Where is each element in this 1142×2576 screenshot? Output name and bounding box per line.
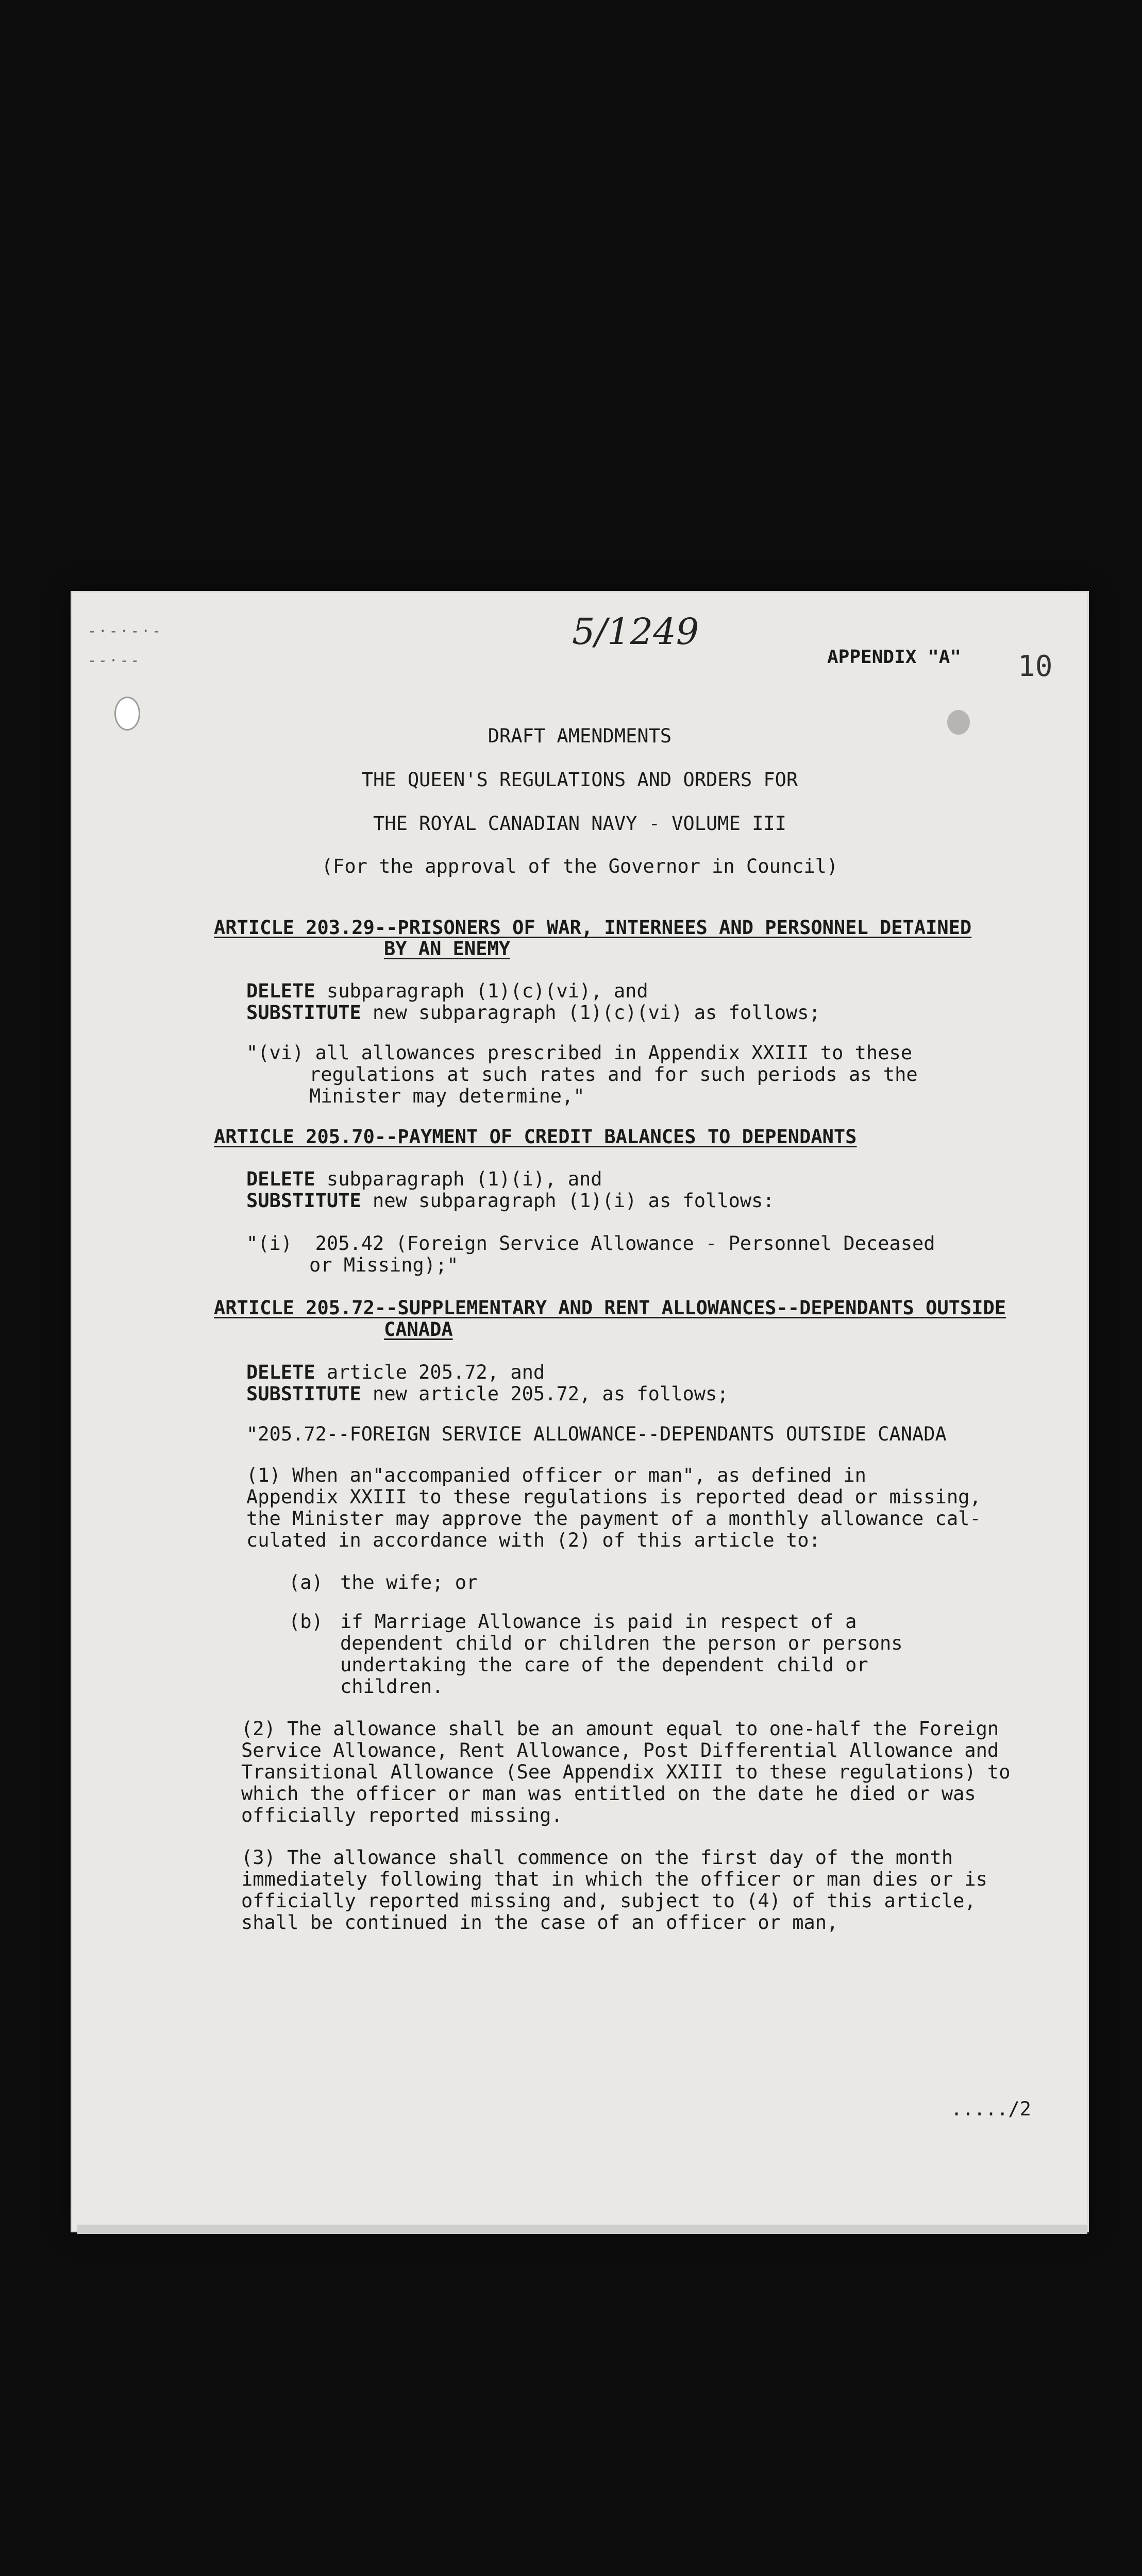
list-item-text: if Marriage Allowance is paid in respect of a	[340, 1611, 857, 1633]
substitute-keyword: SUBSTITUTE	[246, 1383, 361, 1405]
article-heading: ARTICLE 205.70--PAYMENT OF CREDIT BALANCES TO DEPENDANTS	[214, 1126, 857, 1148]
paragraph-line: which the officer or man was entitled on the date he died or was	[241, 1783, 976, 1805]
paragraph-line: (3) The allowance shall commence on the first day of the month	[241, 1846, 953, 1869]
document-page	[72, 592, 1087, 2231]
title-line: THE ROYAL CANADIAN NAVY - VOLUME III	[373, 812, 786, 835]
paragraph-line: Transitional Allowance (See Appendix XXIII to these regulations) to	[241, 1761, 1011, 1783]
list-item-text: children.	[340, 1675, 444, 1698]
quoted-text: "(i) 205.42 (Foreign Service Allowance - Personnel Deceased	[246, 1232, 935, 1255]
quoted-text: or Missing);"	[309, 1254, 459, 1276]
delete-keyword: DELETE	[246, 980, 315, 1002]
substitute-keyword: SUBSTITUTE	[246, 1190, 361, 1212]
article-heading: BY AN ENEMY	[384, 938, 511, 960]
instruction-text: new article 205.72, as follows;	[361, 1383, 729, 1405]
substitute-keyword: SUBSTITUTE	[246, 1002, 361, 1024]
list-label: (a)	[289, 1571, 323, 1594]
instruction-line	[246, 1001, 820, 1025]
list-label: (b)	[289, 1611, 323, 1633]
title-line: DRAFT AMENDMENTS	[488, 725, 672, 747]
instruction-line	[246, 1360, 545, 1385]
paragraph-line: (2) The allowance shall be an amount equal to one-half the Foreign	[241, 1718, 999, 1740]
appendix-label: APPENDIX "A"	[827, 647, 962, 668]
paragraph-line: the Minister may approve the payment of a monthly allowance cal-	[246, 1507, 981, 1530]
margin-mark: -·-·-·-	[88, 622, 163, 639]
instruction-text: subparagraph (1)(c)(vi), and	[315, 980, 648, 1002]
article-heading: ARTICLE 205.72--SUPPLEMENTARY AND RENT ALLOWANCES--DEPENDANTS OUTSIDE	[214, 1297, 1006, 1319]
paragraph-line: officially reported missing.	[241, 1804, 563, 1826]
quoted-text: regulations at such rates and for such periods as the	[309, 1063, 918, 1086]
new-article-heading: "205.72--FOREIGN SERVICE ALLOWANCE--DEPENDANTS OUTSIDE CANADA	[246, 1423, 947, 1445]
title-subtitle: (For the approval of the Governor in Council)	[321, 855, 838, 877]
delete-keyword: DELETE	[246, 1168, 315, 1190]
paragraph-line: immediately following that in which the officer or man dies or is	[241, 1868, 987, 1890]
paragraph-line: officially reported missing and, subject to (4) of this article,	[241, 1890, 976, 1912]
continuation-marker: ...../2	[951, 2098, 1031, 2120]
delete-keyword: DELETE	[246, 1361, 315, 1383]
instruction-text: subparagraph (1)(i), and	[315, 1168, 602, 1190]
handwritten-reference: 5/1249	[572, 611, 699, 653]
paragraph-line: Service Allowance, Rent Allowance, Post Differential Allowance and	[241, 1739, 999, 1761]
page-edge	[77, 2225, 1087, 2234]
margin-mark: --·--	[88, 652, 142, 669]
page-number: 10	[1018, 650, 1053, 683]
list-item-text: the wife; or	[340, 1571, 478, 1594]
instruction-line	[246, 1189, 775, 1213]
title-line: THE QUEEN'S REGULATIONS AND ORDERS FOR	[361, 769, 798, 791]
list-item-text: dependent child or children the person or persons	[340, 1632, 903, 1654]
instruction-line	[246, 1382, 729, 1406]
instruction-line	[246, 1167, 602, 1192]
paragraph-line: culated in accordance with (2) of this article to:	[246, 1529, 820, 1551]
paragraph-line: Appendix XXIII to these regulations is reported dead or missing,	[246, 1486, 981, 1508]
paragraph-line: shall be continued in the case of an officer or man,	[241, 1911, 838, 1934]
list-item-text: undertaking the care of the dependent child or	[340, 1654, 868, 1676]
instruction-text: article 205.72, and	[315, 1361, 545, 1383]
article-heading: CANADA	[384, 1318, 453, 1341]
article-heading: ARTICLE 203.29--PRISONERS OF WAR, INTERNEES AND PERSONNEL DETAINED	[214, 917, 972, 939]
instruction-line	[246, 979, 648, 1004]
quoted-text: Minister may determine,"	[309, 1085, 585, 1107]
instruction-text: new subparagraph (1)(i) as follows:	[361, 1190, 775, 1212]
instruction-text: new subparagraph (1)(c)(vi) as follows;	[361, 1002, 820, 1024]
paragraph-line: (1) When an"accompanied officer or man", as defined in	[246, 1464, 866, 1486]
quoted-text: "(vi) all allowances prescribed in Appendix XXIII to these	[246, 1042, 913, 1064]
